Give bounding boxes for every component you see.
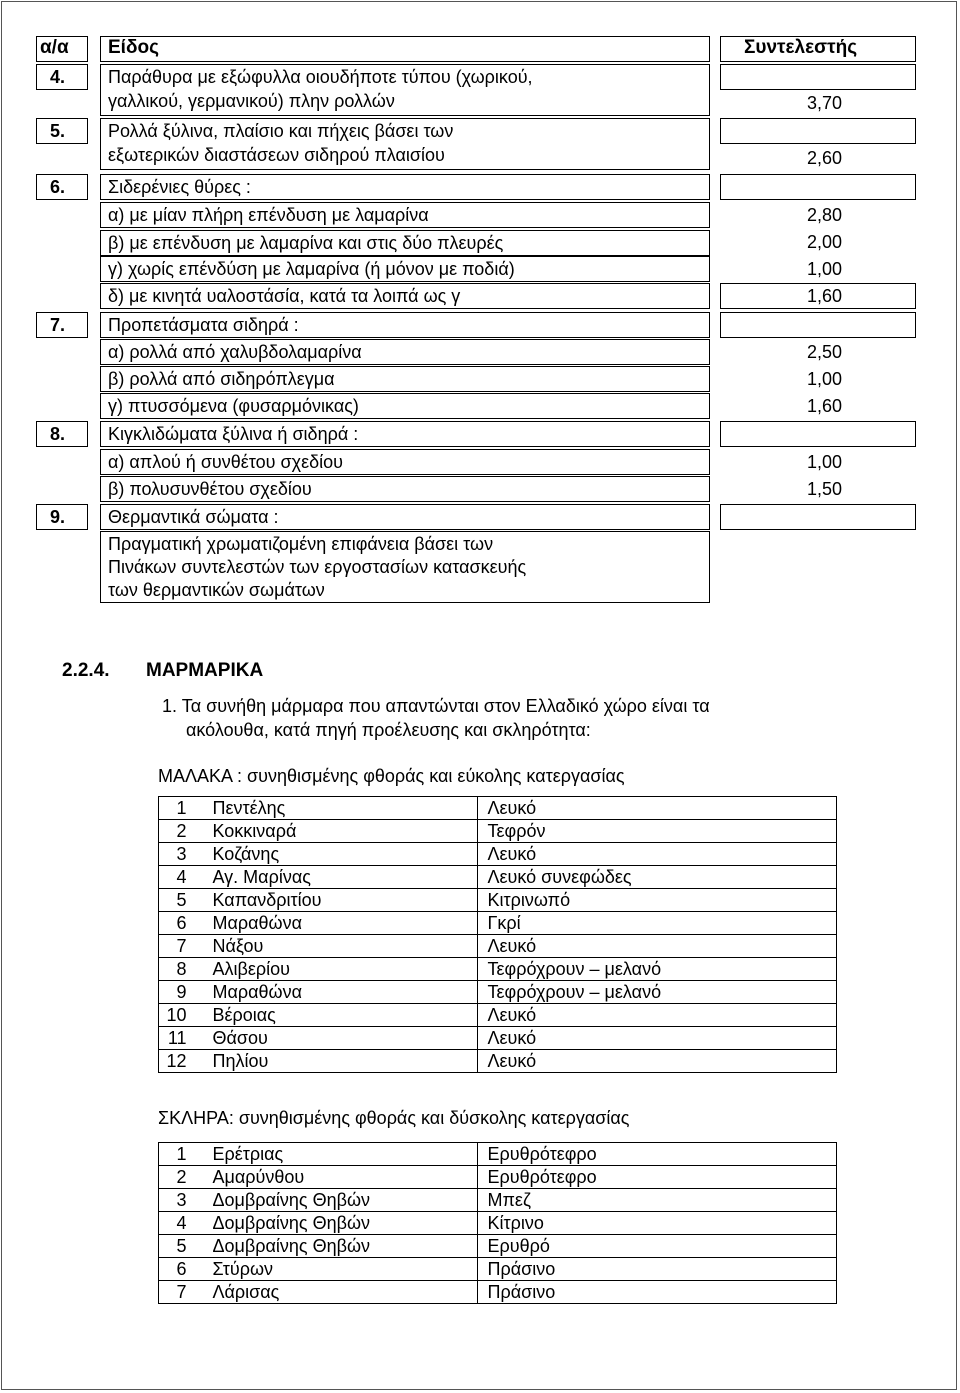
row-number: 7 <box>159 1281 209 1304</box>
table-row <box>159 797 837 820</box>
coef-value: 2,50 <box>806 342 842 362</box>
table-row <box>159 866 837 889</box>
coef-cell-4 <box>720 64 916 90</box>
soft-marble-table <box>158 796 837 1073</box>
row-number: 2 <box>159 1166 209 1189</box>
quarry-name: Λάρισας <box>209 1281 478 1304</box>
section-title: ΜΑΡΜΑΡΙΚΑ <box>146 660 264 681</box>
marble-color: Τεφρόχρουν – μελανό <box>477 958 836 981</box>
soft-marble-heading: ΜΑΛΑΚΑ : συνηθισμένης φθοράς και εύκολης κατεργασίας <box>158 766 625 786</box>
sub-item: γ) χωρίς επένδύση με λαμαρίνα (ή μόνον με ποδιά) <box>108 259 515 279</box>
table-row <box>159 1143 837 1166</box>
item-number: 8. <box>50 424 66 444</box>
sub-item: α) απλού ή συνθέτου σχεδίου <box>108 452 343 472</box>
quarry-name: Μαραθώνα <box>209 981 478 1004</box>
row-number: 11 <box>159 1027 209 1050</box>
quarry-name: Καπανδριτίου <box>209 889 478 912</box>
sub-item: δ) με κινητά υαλοστάσία, κατά τα λοιπά ως γ <box>108 286 461 306</box>
quarry-name: Κοζάνης <box>209 843 478 866</box>
sub-item: β) με επένδυση με λαμαρίνα και στις δύο πλευρές <box>108 233 504 253</box>
row-number: 2 <box>159 820 209 843</box>
marble-color: Τεφρόν <box>477 820 836 843</box>
item-title: Θερμαντικά σώματα : <box>108 507 279 527</box>
quarry-name: Δομβραίνης Θηβών <box>209 1235 478 1258</box>
row-number: 5 <box>159 1235 209 1258</box>
table-row <box>159 1235 837 1258</box>
row-number: 10 <box>159 1004 209 1027</box>
coef-value: 2,80 <box>806 205 842 225</box>
table-row <box>159 1258 837 1281</box>
marble-color: Πράσινο <box>477 1258 836 1281</box>
item-number: 6. <box>50 177 66 197</box>
item-number: 5. <box>50 121 66 141</box>
row-number: 12 <box>159 1050 209 1073</box>
quarry-name: Μαραθώνα <box>209 912 478 935</box>
coef-cell-5 <box>720 118 916 144</box>
quarry-name: Νάξου <box>209 935 478 958</box>
header-eidos: Είδος <box>108 37 159 58</box>
table-row <box>159 1027 837 1050</box>
marble-color: Πράσινο <box>477 1281 836 1304</box>
table-row <box>159 1004 837 1027</box>
hard-marble-table <box>158 1142 837 1304</box>
quarry-name: Πηλίου <box>209 1050 478 1073</box>
quarry-name: Αλιβερίου <box>209 958 478 981</box>
coef-value: 3,70 <box>806 93 842 113</box>
quarry-name: Δομβραίνης Θηβών <box>209 1212 478 1235</box>
item-line: Παράθυρα με εξώφυλλα οιουδήποτε τύπου (χωρικού, <box>108 67 533 87</box>
sub-item: β) πολυσυνθέτου σχεδίου <box>108 479 312 499</box>
table-row <box>159 1212 837 1235</box>
marble-color: Λευκό <box>477 843 836 866</box>
coef-value: 2,60 <box>806 148 842 168</box>
quarry-name: Θάσου <box>209 1027 478 1050</box>
row-number: 6 <box>159 1258 209 1281</box>
item-line: γαλλικού, γερμανικού) πλην ρολλών <box>108 91 395 111</box>
table-row <box>159 820 837 843</box>
row-number: 1 <box>159 797 209 820</box>
marble-color: Ερυθρότεφρο <box>477 1166 836 1189</box>
table-row <box>159 912 837 935</box>
table-row <box>159 1166 837 1189</box>
coef-value: 1,00 <box>806 259 842 279</box>
marble-color: Λευκό <box>477 1050 836 1073</box>
sub-item: γ) πτυσσόμενα (φυσαρμόνικας) <box>108 396 359 416</box>
table-row <box>159 1189 837 1212</box>
coef-value: 1,00 <box>806 452 842 472</box>
row-number: 4 <box>159 866 209 889</box>
row-number: 5 <box>159 889 209 912</box>
item-title: Κιγκλιδώματα ξύλινα ή σιδηρά : <box>108 424 359 444</box>
header-coef: Συντελεστής <box>744 37 858 58</box>
marble-color: Λευκό συνεφώδες <box>477 866 836 889</box>
coef-value: 1,00 <box>806 369 842 389</box>
marble-color: Κίτρινο <box>477 1212 836 1235</box>
quarry-name: Αμαρύνθου <box>209 1166 478 1189</box>
coef-cell-6 <box>720 174 916 200</box>
table-row <box>159 958 837 981</box>
section-number: 2.2.4. <box>62 660 110 681</box>
intro-paragraph-line2: ακόλουθα, κατά πηγή προέλευσης και σκληρότητα: <box>186 720 591 740</box>
row-number: 1 <box>159 1143 209 1166</box>
item-number: 4. <box>50 67 66 87</box>
item-number: 7. <box>50 315 66 335</box>
sub-item: α) με μίαν πλήρη επένδυση με λαμαρίνα <box>108 205 429 225</box>
row-number: 9 <box>159 981 209 1004</box>
quarry-name: Κοκκιναρά <box>209 820 478 843</box>
quarry-name: Βέροιας <box>209 1004 478 1027</box>
item-line: εξωτερικών διαστάσεων σιδηρού πλαισίου <box>108 145 445 165</box>
quarry-name: Πεντέλης <box>209 797 478 820</box>
marble-color: Κιτρινωπό <box>477 889 836 912</box>
table-row <box>159 1050 837 1073</box>
coef-cell-9 <box>720 504 916 530</box>
marble-color: Γκρί <box>477 912 836 935</box>
table-row <box>159 935 837 958</box>
intro-paragraph-line1: 1. Τα συνήθη μάρμαρα που απαντώνται στον Ελλαδικό χώρο είναι τα <box>162 696 710 716</box>
table-row <box>159 981 837 1004</box>
header-aa: α/α <box>40 37 69 58</box>
coef-value: 1,60 <box>806 396 842 416</box>
quarry-name: Αγ. Μαρίνας <box>209 866 478 889</box>
quarry-name: Δομβραίνης Θηβών <box>209 1189 478 1212</box>
table-row <box>159 1281 837 1304</box>
quarry-name: Στύρων <box>209 1258 478 1281</box>
row-number: 6 <box>159 912 209 935</box>
marble-color: Λευκό <box>477 935 836 958</box>
row-number: 8 <box>159 958 209 981</box>
marble-color: Ερυθρότεφρο <box>477 1143 836 1166</box>
item-line: Πινάκων συντελεστών των εργοστασίων κατασκευής <box>108 557 527 577</box>
item-line: Ρολλά ξύλινα, πλαίσιο και πήχεις βάσει των <box>108 121 454 141</box>
coef-cell-8 <box>720 421 916 447</box>
coef-value: 1,50 <box>806 479 842 499</box>
marble-color: Λευκό <box>477 1004 836 1027</box>
item-number: 9. <box>50 507 66 527</box>
row-number: 4 <box>159 1212 209 1235</box>
table-row <box>159 889 837 912</box>
item-title: Σιδερένιες θύρες : <box>108 177 251 197</box>
marble-color: Λευκό <box>477 797 836 820</box>
sub-item: β) ρολλά από σιδηρόπλεγμα <box>108 369 335 389</box>
item-title: Προπετάσματα σιδηρά : <box>108 315 299 335</box>
marble-color: Ερυθρό <box>477 1235 836 1258</box>
coef-cell-7 <box>720 312 916 338</box>
header-eidos-cell <box>100 36 710 62</box>
row-number: 3 <box>159 843 209 866</box>
marble-color: Μπεζ <box>477 1189 836 1212</box>
item-line: Πραγματική χρωματιζομένη επιφάνεια βάσει των <box>108 534 494 554</box>
row-number: 3 <box>159 1189 209 1212</box>
quarry-name: Ερέτριας <box>209 1143 478 1166</box>
sub-item: α) ρολλά από χαλυβδολαμαρίνα <box>108 342 362 362</box>
coef-value: 1,60 <box>806 286 842 306</box>
table-row <box>159 843 837 866</box>
item-line: των θερμαντικών σωμάτων <box>108 580 325 600</box>
marble-color: Τεφρόχρουν – μελανό <box>477 981 836 1004</box>
marble-color: Λευκό <box>477 1027 836 1050</box>
row-number: 7 <box>159 935 209 958</box>
hard-marble-heading: ΣΚΛΗΡΑ: συνηθισμένης φθοράς και δύσκολης κατεργασίας <box>158 1108 630 1128</box>
coef-value: 2,00 <box>806 232 842 252</box>
